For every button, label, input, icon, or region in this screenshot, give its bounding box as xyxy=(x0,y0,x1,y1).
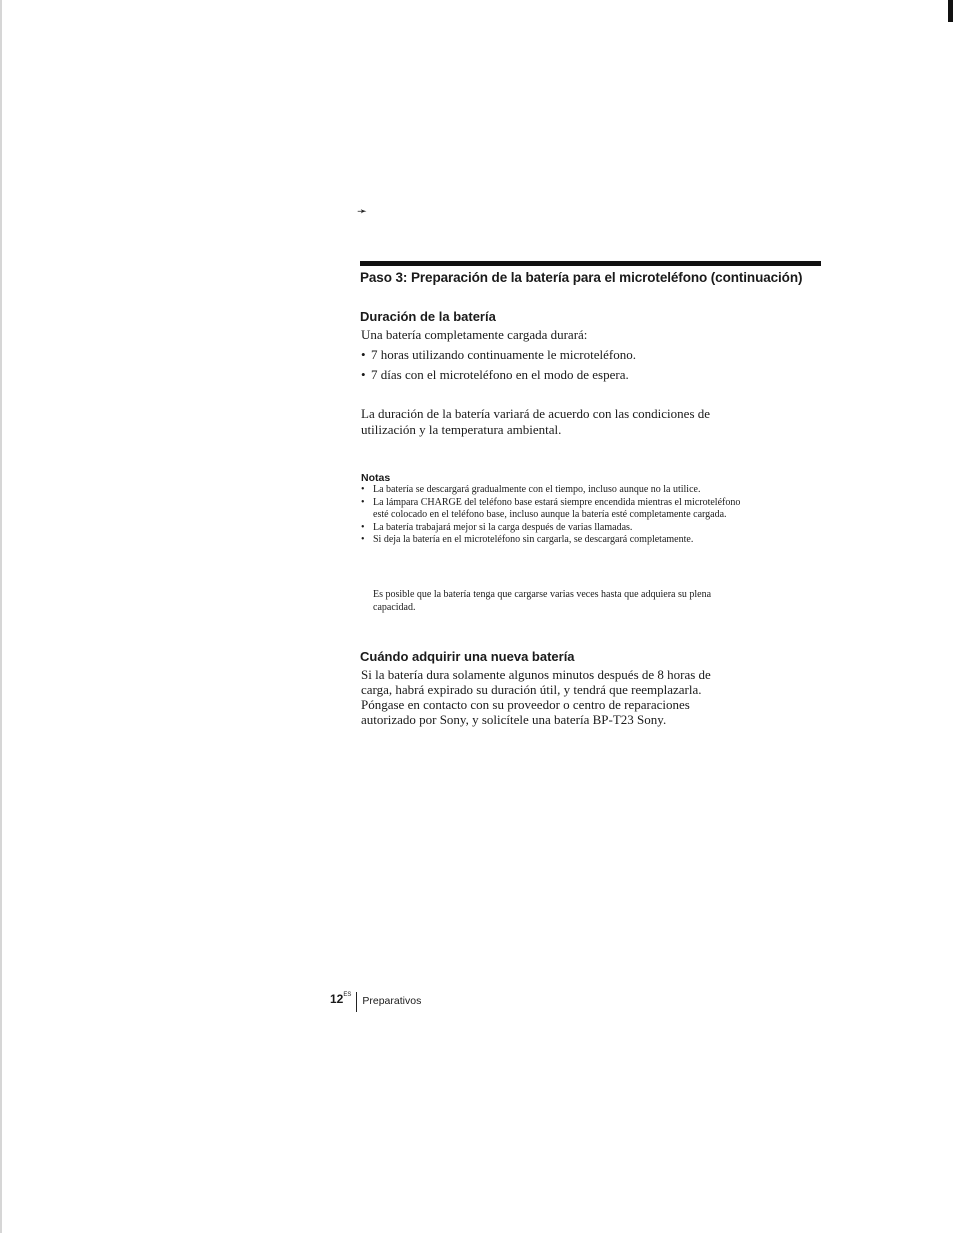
notes-heading: Notas xyxy=(361,472,391,484)
page-number-suffix: ES xyxy=(343,992,352,998)
notes-list xyxy=(361,484,751,547)
duration-list xyxy=(361,345,636,385)
note-item: • Si deja la batería en el microteléfono sin cargarla, se descargará completamente. xyxy=(361,534,751,547)
corner-mark xyxy=(948,0,953,22)
footer-divider xyxy=(356,992,357,1012)
list-item: • 7 días con el microteléfono en el modo de espera. xyxy=(361,365,636,385)
section-heading-battery-duration: Duración de la batería xyxy=(360,309,496,324)
list-item: • 7 horas utilizando continuamente le microteléfono. xyxy=(361,345,636,365)
section-heading-new-battery: Cuándo adquirir una nueva batería xyxy=(360,649,575,664)
note-item: • La lámpara CHARGE del teléfono base estará siempre encendida mientras el microteléfono esté colocado en el teléfono base, incluso aunque la batería esté completamente cargada. xyxy=(361,497,751,522)
duration-paragraph: La duración de la batería variará de acuerdo con las condiciones de utilización y la temperatura ambiental. xyxy=(361,406,711,437)
section-intro: Una batería completamente cargada durará: xyxy=(361,327,588,342)
crop-mark-icon: ➛ xyxy=(357,204,368,218)
footer-section: Preparativos xyxy=(362,995,422,1007)
note-item: • La batería se descargará gradualmente con el tiempo, incluso aunque no la utilice. xyxy=(361,484,751,497)
note-item: • La batería trabajará mejor si la carga después de varias llamadas. xyxy=(361,522,751,535)
page-footer xyxy=(330,992,421,1012)
page-edge xyxy=(0,0,2,1233)
title-rule xyxy=(360,261,821,266)
note-extra: Es posible que la batería tenga que cargarse varias veces hasta que adquiera su plena capacidad. xyxy=(373,589,712,613)
new-battery-paragraph: Si la batería dura solamente algunos minutos después de 8 horas de carga, habrá expirado su duración útil, y tendrá que reemplazarla. Póngase en contacto con su proveedor o centro de reparaciones autorizado por Sony, y solicítele una batería BP-T23 Sony. xyxy=(361,667,711,727)
page-title: Paso 3: Preparación de la batería para el microteléfono (continuación) xyxy=(360,270,803,285)
page-number: 12 xyxy=(330,992,344,1006)
